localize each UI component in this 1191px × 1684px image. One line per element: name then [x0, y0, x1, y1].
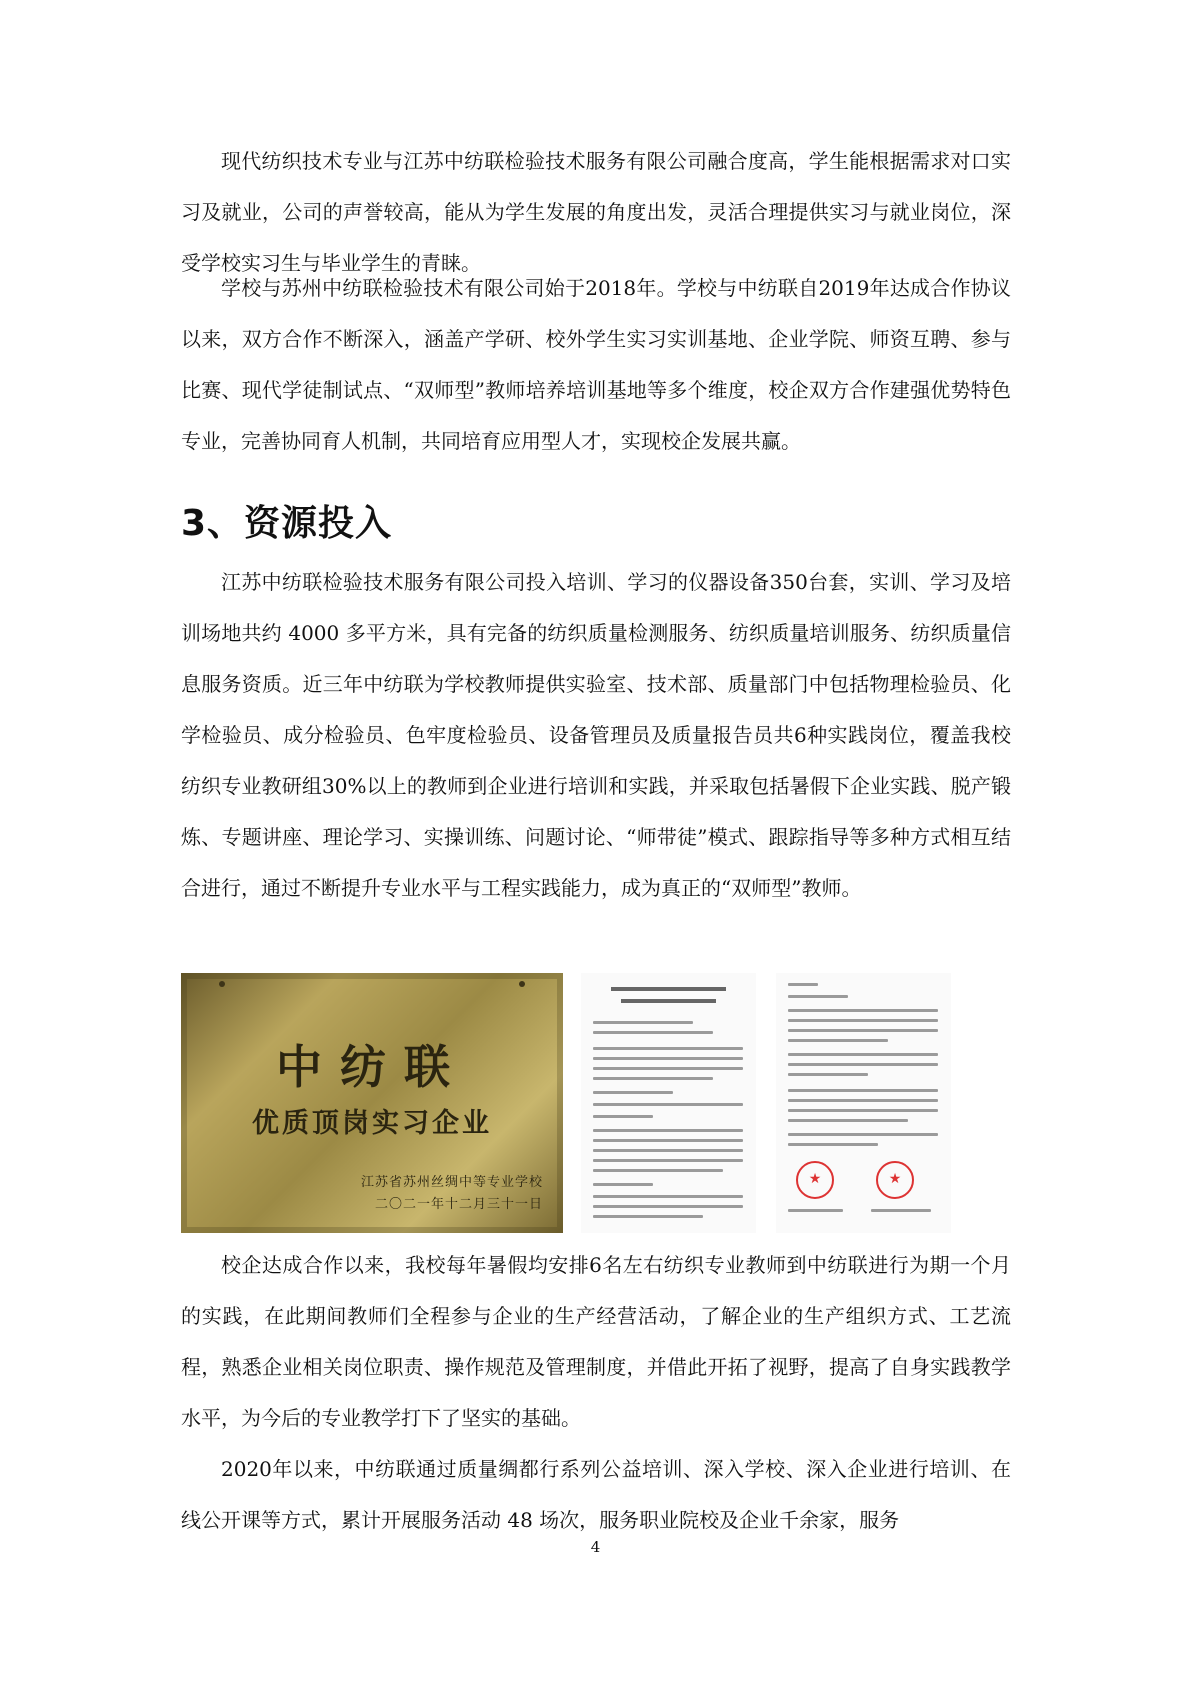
screw-icon	[219, 981, 225, 987]
scan-title-line	[621, 999, 716, 1003]
scan-text-line	[593, 1047, 743, 1050]
scan-text-line	[788, 983, 818, 986]
plaque-date: 二〇二一年十二月三十一日	[374, 1197, 543, 1212]
scan-text-line	[593, 1067, 743, 1070]
scan-title-line	[611, 987, 726, 991]
scan-text-line	[788, 1019, 938, 1022]
scan-text-line	[593, 1205, 743, 1208]
agreement-scan-page-1	[581, 973, 756, 1233]
plaque-subtitle: 优质顶岗实习企业	[252, 1108, 492, 1139]
paragraph-services: 2020年以来，中纺联通过质量绸都行系列公益培训、深入学校、深入企业进行培训、在线公开课等方式，累计开展服务活动 48 场次，服务职业院校及企业千余家，服务	[181, 1457, 1011, 1532]
scan-text-line	[788, 1109, 938, 1112]
paragraph-cooperation-history: 学校与苏州中纺联检验技术有限公司始于2018年。学校与中纺联自2019年达成合作协议以来，双方合作不断深入，涵盖产学研、校外学生实习实训基地、企业学院、师资互聘、参与比赛、现代学徒制试点、“双师型”教师培养培训基地等多个维度，校企双方合作建强优势特色专业，完善协同育人机制，共同培育应用型人才，实现校企发展共赢。	[181, 276, 1011, 453]
section-heading: 3、资源投入	[181, 503, 393, 544]
scan-text-line	[788, 1089, 938, 1092]
scan-text-line	[788, 1039, 888, 1042]
scan-text-line	[593, 1021, 693, 1024]
scan-text-line	[788, 1053, 938, 1056]
scan-text-line	[593, 1091, 673, 1094]
scan-text-line	[788, 1073, 868, 1076]
paragraph-resource-investment: 江苏中纺联检验技术服务有限公司投入培训、学习的仪器设备350台套，实训、学习及培训场地共约 4000 多平方米，具有完备的纺织质量检测服务、纺织质量培训服务、纺织质量信息服务资质。近三年中纺联为学校教师提供实验室、技术部、质量部门中包括物理检验员、化学检验员、成分检验员、色牢度检验员、设备管理员及质量报告员共6种实践岗位，覆盖我校纺织专业教研组30%以上的教师到企业进行培训和实践，并采取包括暑假下企业实践、脱产锻炼、专题讲座、理论学习、实操训练、问题讨论、“师带徒”模式、跟踪指导等多种方式相互结合进行，通过不断提升专业水平与工程实践能力，成为真正的“双师型”教师。	[181, 570, 1011, 900]
paragraph-teacher-practice: 校企达成合作以来，我校每年暑假均安排6名左右纺织专业教师到中纺联进行为期一个月的实践，在此期间教师们全程参与企业的生产经营活动，了解企业的生产组织方式、工艺流程，熟悉企业相关岗位职责、操作规范及管理制度，并借此开拓了视野，提高了自身实践教学水平，为今后的专业教学打下了坚实的基础。	[181, 1253, 1011, 1430]
scan-text-line	[593, 1183, 653, 1186]
red-seal-icon	[796, 1161, 834, 1199]
agreement-scan-page-2	[776, 973, 951, 1233]
scan-text-line	[593, 1077, 713, 1080]
scan-text-line	[788, 1209, 843, 1212]
scan-text-line	[593, 1195, 743, 1198]
scan-text-line	[593, 1115, 653, 1118]
scan-text-line	[788, 1063, 938, 1066]
screw-icon	[519, 981, 525, 987]
page-number: 4	[590, 1538, 601, 1556]
scan-text-line	[593, 1139, 743, 1142]
plaque-title: 中纺联	[276, 1040, 468, 1094]
scan-text-line	[593, 1103, 743, 1106]
scan-text-line	[593, 1031, 713, 1034]
scan-text-line	[593, 1159, 743, 1162]
scan-text-line	[788, 1143, 878, 1146]
figure-row	[181, 973, 1011, 1233]
scan-text-line	[593, 1129, 743, 1132]
scan-text-line	[871, 1209, 931, 1212]
scan-text-line	[788, 1119, 908, 1122]
scan-text-line	[593, 1057, 743, 1060]
paragraph-cooperation-intro: 现代纺织技术专业与江苏中纺联检验技术服务有限公司融合度高，学生能根据需求对口实习及就业，公司的声誉较高，能从为学生发展的角度出发，灵活合理提供实习与就业岗位，深受学校实习生与毕业学生的青睐。	[181, 149, 1011, 275]
scan-text-line	[593, 1215, 703, 1218]
scan-text-line	[788, 1009, 938, 1012]
plaque-organization: 江苏省苏州丝绸中等专业学校	[360, 1175, 543, 1190]
scan-text-line	[788, 1099, 938, 1102]
plaque-photo	[181, 973, 563, 1233]
scan-text-line	[788, 1133, 938, 1136]
scan-text-line	[593, 1169, 723, 1172]
scan-text-line	[593, 1149, 743, 1152]
scan-text-line	[788, 995, 848, 998]
red-seal-icon	[876, 1161, 914, 1199]
scan-text-line	[788, 1029, 938, 1032]
